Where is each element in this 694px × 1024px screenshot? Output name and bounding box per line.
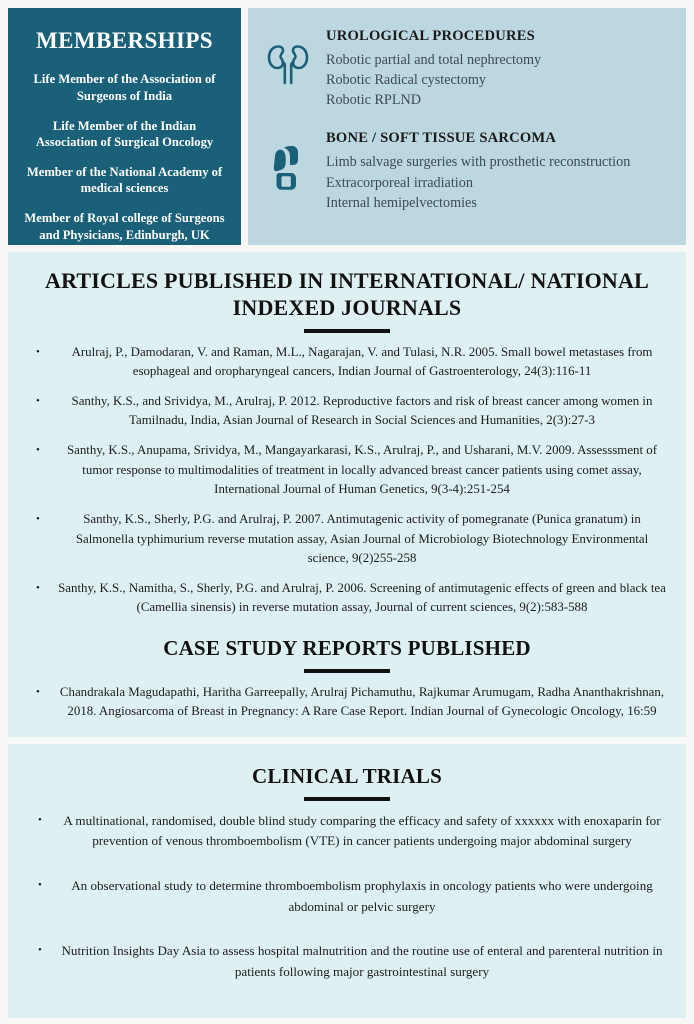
list-item: • Santhy, K.S., Anupama, Srividya, M., Mangayarkarasi, K.S., Arulraj, P., and Usharani, M.V. 2009. Assesssment of tumor response to multimodalities of treatment in locally advanced breast cancer patients using comet assay, International Journal of Human Genetics, 9(3-4):251-254	[24, 441, 670, 500]
procedures-panel	[248, 8, 686, 245]
membership-item: Member of Royal college of Surgeons and Physicians, Edinburgh, UK	[24, 210, 225, 242]
case-study-list	[24, 683, 670, 722]
top-row	[8, 8, 686, 245]
sarcoma-body	[326, 128, 670, 212]
membership-item: Member of the National Academy of medical sciences	[26, 164, 223, 196]
clinical-trials-heading: CLINICAL TRIALS	[252, 764, 442, 788]
clinical-trials-list	[24, 811, 670, 983]
list-item: • Santhy, K.S., and Srividya, M., Arulraj, P. 2012. Reproductive factors and risk of breast cancer among women in Tamilnadu, India, Asian Journal of Research in Social Sciences and Humanities, 2(3):27-3	[24, 392, 670, 431]
articles-list	[24, 343, 670, 618]
sarcoma-line: Limb salvage surgeries with prosthetic reconstruction	[326, 154, 631, 171]
heading-rule	[304, 329, 390, 333]
knee-bone-icon	[258, 128, 318, 192]
memberships-title: MEMBERSHIPS	[36, 28, 213, 53]
list-item: • Santhy, K.S., Sherly, P.G. and Arulraj, P. 2007. Antimutagenic activity of pomegranate (Punica granatum) in Salmonella typhimurium reverse mutation assay, Asian Journal of Microbiology Biotechnology Environmental science, 9(2)255-258	[24, 510, 670, 569]
sarcoma-line: Internal hemipelvectomies	[326, 194, 477, 211]
list-item: • Santhy, K.S., Namitha, S., Sherly, P.G. and Arulraj, P. 2006. Screening of antimutagenic effects of green and black tea (Camellia sinensis) in reverse mutation assay, Journal of current sciences, 9(2):583-588	[24, 579, 670, 618]
list-item: • A multinational, randomised, double blind study comparing the efficacy and safety of xxxxxx with enoxaparin for prevention of venous thromboembolism (VTE) in cancer patients undergoing major abdominal surgery	[24, 811, 670, 852]
urological-line: Robotic RPLND	[326, 92, 421, 109]
urological-title: UROLOGICAL PROCEDURES	[326, 28, 535, 44]
membership-item: Life Member of the Association of Surgeons of India	[33, 72, 216, 103]
articles-heading: ARTICLES PUBLISHED IN INTERNATIONAL/ NATIONAL INDEXED JOURNALS	[45, 268, 649, 320]
heading-rule	[304, 669, 390, 673]
urological-line: Robotic partial and total nephrectomy	[326, 52, 542, 68]
list-item: • An observational study to determine thromboembolism prophylaxis in oncology patients who were undergoing abdominal or pelvic surgery	[24, 876, 670, 917]
articles-panel	[8, 252, 686, 737]
case-study-heading-wrap	[24, 636, 670, 673]
case-study-heading: CASE STUDY REPORTS PUBLISHED	[163, 635, 531, 660]
heading-rule	[304, 797, 390, 801]
urological-line: Robotic Radical cystectomy	[326, 72, 486, 89]
list-item: • Nutrition Insights Day Asia to assess hospital malnutrition and the routine use of enteral and parenteral nutrition in patients following major gastrointestinal surgery	[24, 941, 670, 982]
clinical-trials-panel	[8, 744, 686, 1018]
sarcoma-title: BONE / SOFT TISSUE SARCOMA	[326, 130, 557, 147]
kidneys-icon	[258, 26, 318, 88]
list-item: • Arulraj, P., Damodaran, V. and Raman, M.L., Nagarajan, V. and Tulasi, N.R. 2005. Small bowel metastases from esophageal and oropharyngeal cancers, Indian Journal of Gastroenterology, 24(3):116-11	[24, 343, 670, 382]
sarcoma-line: Extracorporeal irradiation	[326, 174, 473, 191]
urological-body	[326, 26, 670, 110]
urological-block	[258, 26, 670, 110]
membership-item: Life Member of the Indian Association of Surgical Oncology	[35, 118, 214, 150]
list-item: • Chandrakala Magudapathi, Haritha Garreepally, Arulraj Pichamuthu, Rajkumar Arumugam, Radha Ananthakrishnan, 2018. Angiosarcoma of Breast in Pregnancy: A Rare Case Report. Indian Journal of Gynecologic Oncology, 16:59	[24, 683, 670, 722]
sarcoma-block	[258, 128, 670, 212]
memberships-panel	[8, 8, 241, 245]
